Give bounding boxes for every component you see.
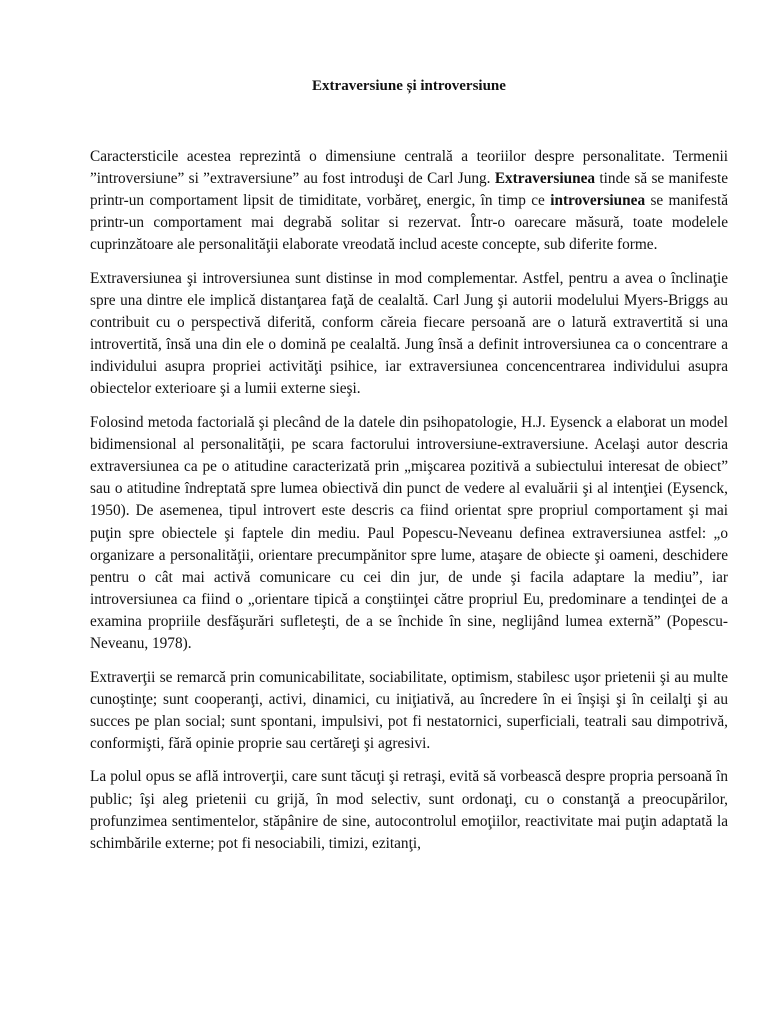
bold-term: introversiunea — [550, 192, 646, 210]
bold-term: Extraversiunea — [494, 170, 596, 188]
text-run: Folosind metoda factorială şi plecând de la datele din psihopatologie, H.J. Eysenck a elaborat un model bidimensional al personalităţii, pe scara factorului introversiune-extraversiune. Acelaşi autor descria extraversiunea ca pe o atitudine caracterizată prin „mişcarea pozitivă a subiectului interesat de obiect” sau o atitudine îndreptată spre lumea obiectivă din punct de vedere al evaluării şi al intenţiei (Eysenck, 1950). De asemenea, tipul introvert este descris ca fiind orientat spre propriul comportament şi mai puţin spre obiectele şi faptele din mediu. Paul Popescu-Neveanu definea extraversiunea astfel: „o organizare a personalităţii, orientare precumpănitor spre lume, ataşare de obiecte şi oameni, deschidere pentru o cât mai activă comunicare cu cei din jur, de unde şi facila adaptare la mediu”, iar introversiunea ca fiind o „orientare tipică a conştiinţei către propriul Eu, predominare a tendinţei de a examina propriile desfăşurări sufleteşti, de a se închide în sine, neglijând lumea externă” (Popescu-Neveanu, 1978). — [90, 414, 728, 652]
document-title: Extraversiune și introversiune — [312, 78, 506, 94]
text-run: Extraversiunea şi introversiunea sunt distinse in mod complementar. Astfel, pentru a avea o înclinaţie spre una dintre ele implică distanţarea faţă de cealaltă. Carl Jung şi autorii modelului Myers-Briggs au contribuit cu o perspectivă diferită, conform căreia fiecare persoană are o latură extravertită si una introvertită, însă una din ele o domină pe cealaltă. Jung însă a definit introversiunea ca o concentrare a individului asupra propriei activităţi psihice, iar extraversiunea concencentrarea individului asupra obiectelor exterioare şi a lumii externe sieşi. — [90, 269, 728, 398]
paragraph-4 — [90, 667, 728, 755]
paragraph-5 — [90, 766, 728, 854]
text-run: Caractersticile acestea reprezintă o dimensiune centrală a teoriilor despre personalitate. Termenii ”introversiune” si ”extraversiune” au fost introduşi de Carl Jung. — [90, 148, 728, 188]
text-run: tinde să se manifeste printr-un comportament lipsit de timiditate, vorbăreţ, energic, în timp ce — [90, 170, 728, 210]
text-run: La polul opus se află introverţii, care sunt tăcuţi şi retraşi, evită să vorbească despre propria persoană în public; îşi aleg prietenii cu grijă, în mod selectiv, sunt ordonaţi, cu o constanţă a preocupărilor, profunzimea sentimentelor, stăpânire de sine, autocontrolul emoţiilor, reactivitate mai puţin adaptată la schimbările externe; pot fi nesociabili, timizi, ezitanţi, — [90, 768, 728, 852]
paragraph-1 — [90, 146, 728, 256]
document-body — [90, 146, 728, 866]
text-run: se manifestă printr-un comportament mai degrabă solitar si rezervat. Într-o oarecare măsură, toate modelele cuprinzătoare ale personalităţii elaborate vreodată includ aceste concepte, sub diferite forme. — [90, 192, 728, 254]
paragraph-2 — [90, 268, 728, 401]
text-run: Extraverţii se remarcă prin comunicabilitate, sociabilitate, optimism, stabilesc uşor prietenii şi au multe cunoştinţe; sunt cooperanţi, activi, dinamici, cu iniţiativă, au încredere în ei înşişi şi în ceilalţi şi au succes pe plan social; sunt spontani, impulsivi, pot fi nestatornici, superficiali, teatrali sau dimpotrivă, conformişti, fără opinie proprie sau certăreţi şi agresivi. — [90, 668, 728, 752]
paragraph-3 — [90, 412, 728, 655]
